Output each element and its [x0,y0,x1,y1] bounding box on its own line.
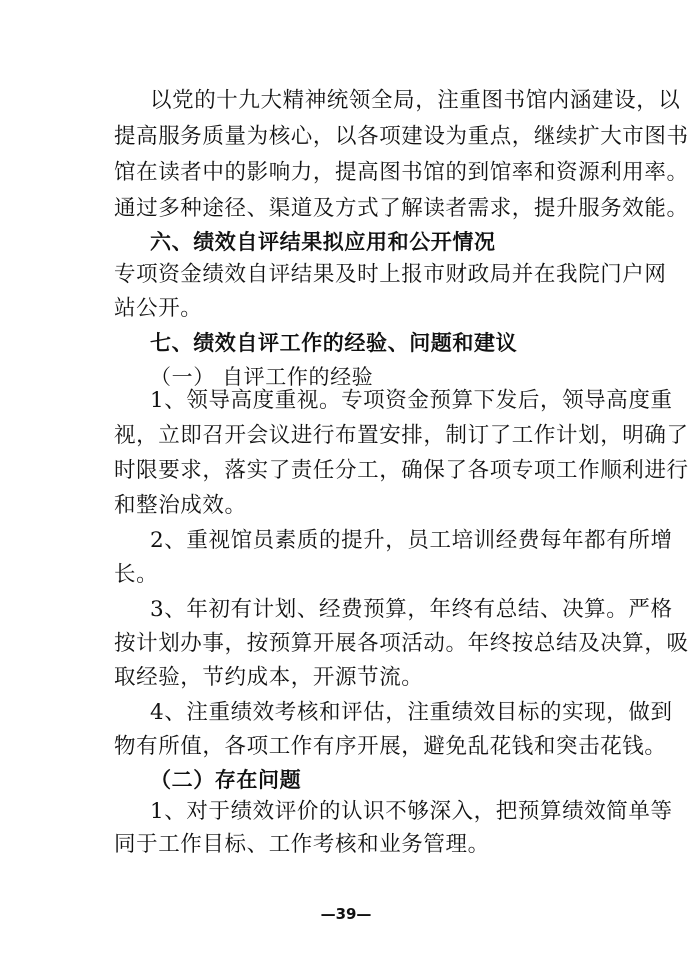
subsection-heading: （二）存在问题 [150,767,302,792]
paragraph-line: 1、对于绩效评价的认识不够深入，把预算绩效简单等 [150,799,673,825]
paragraph-line: 专项资金绩效自评结果及时上报市财政局并在我院门户网 [114,261,667,287]
section-heading: 六、绩效自评结果拟应用和公开情况 [150,230,496,255]
paragraph-line: 按计划办事，按预算开展各项活动。年终按总结及决算，吸 [114,631,689,656]
paragraph-line: 通过多种途径、渠道及方式了解读者需求，提升服务效能。 [114,195,689,221]
paragraph-line: 视，立即召开会议进行布置安排，制订了工作计划，明确了 [114,422,689,448]
paragraph-line: 3、年初有计划、经费预算，年终有总结、决算。严格 [150,596,673,622]
paragraph-line: 提高服务质量为核心，以各项建设为重点，继续扩大市图书 [114,124,689,150]
paragraph-line: 同于工作目标、工作考核和业务管理。 [114,831,490,857]
paragraph-line: 1、领导高度重视。专项资金预算下发后，领导高度重 [150,388,673,414]
paragraph-line: 2、重视馆员素质的提升，员工培训经费每年都有所增 [150,527,673,553]
paragraph-line: 站公开。 [114,296,203,322]
paragraph-line: 长。 [114,562,159,588]
section-heading: 七、绩效自评工作的经验、问题和建议 [150,330,518,355]
paragraph-line: 和整治成效。 [114,492,247,518]
subsection-heading: （一） 自评工作的经验 [150,365,374,390]
paragraph-line: 时限要求，落实了责任分工，确保了各项专项工作顺利进行 [114,458,689,484]
paragraph-line: 馆在读者中的影响力，提高图书馆的到馆率和资源利用率。 [114,160,689,186]
paragraph-line: 取经验，节约成本，开源节流。 [114,665,424,691]
page-number: —39— [320,905,372,923]
paragraph-line: 以党的十九大精神统领全局，注重图书馆内涵建设，以 [150,88,681,113]
paragraph-line: 4、注重绩效考核和评估，注重绩效目标的实现，做到 [150,699,673,725]
paragraph-line: 物有所值，各项工作有序开展，避免乱花钱和突击花钱。 [114,734,667,760]
